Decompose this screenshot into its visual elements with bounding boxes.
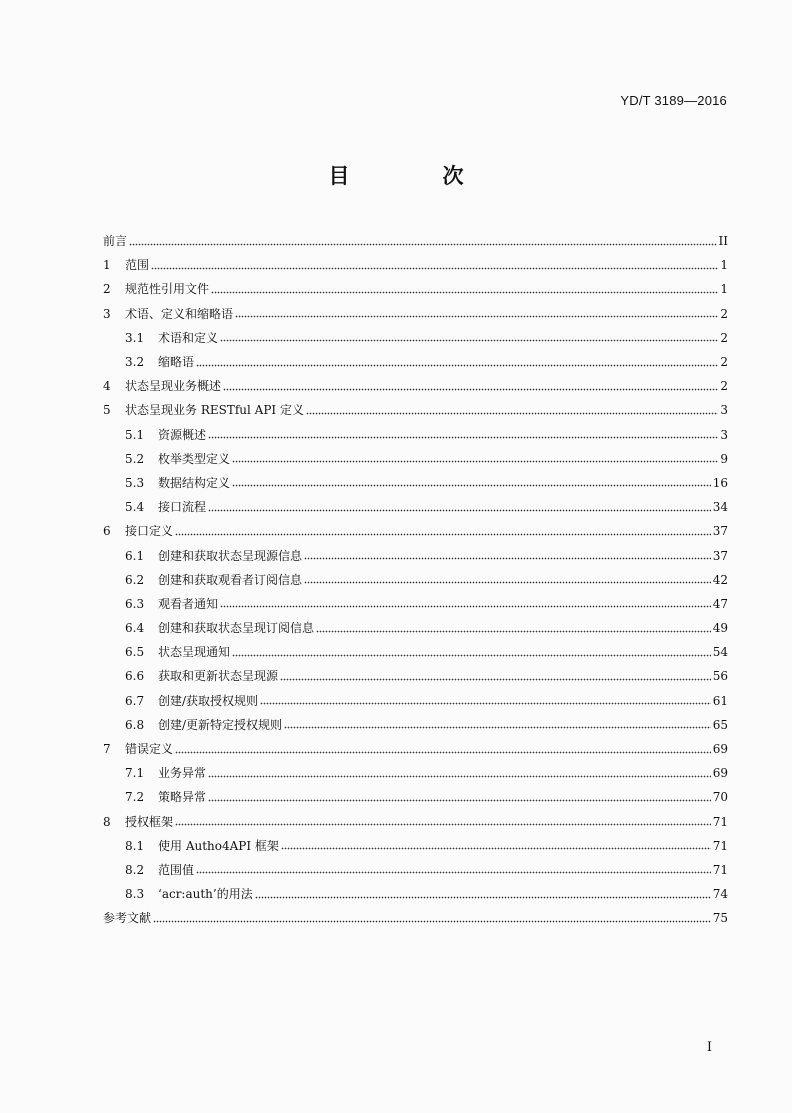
dot-leader: [232, 478, 711, 487]
toc-entry-label: 规范性引用文件: [125, 282, 210, 297]
dot-leader: [175, 745, 711, 754]
toc-entry[interactable]: [103, 326, 728, 350]
toc-entry-label: 范围值: [158, 862, 195, 877]
toc-entry[interactable]: [103, 374, 728, 398]
dot-leader: [196, 358, 718, 367]
toc-entry-label: ‘acr:auth’的用法: [158, 887, 253, 902]
toc-entry-page: 16: [712, 475, 728, 490]
toc-entry[interactable]: [103, 302, 728, 326]
toc-entry[interactable]: [103, 495, 728, 519]
toc-entry-label: 术语、定义和缩略语: [125, 306, 234, 321]
toc-entry-page: 71: [712, 814, 728, 829]
toc-entry-label: 数据结构定义: [158, 475, 231, 490]
toc-entry[interactable]: [103, 543, 728, 567]
toc-entry-label: 业务异常: [158, 766, 207, 781]
toc-entry-label: 术语和定义: [158, 330, 219, 345]
toc-entry-number: 8: [103, 814, 111, 829]
toc-entry-label: 参考文献: [103, 911, 152, 926]
toc-entry-label: 创建和获取观看者订阅信息: [158, 572, 303, 587]
toc-entry-label: 接口定义: [125, 524, 174, 539]
dot-leader: [220, 599, 711, 608]
dot-leader: [220, 333, 718, 342]
toc-entry[interactable]: [103, 568, 728, 592]
toc-entry[interactable]: [103, 906, 728, 930]
toc-entry[interactable]: [103, 810, 728, 834]
page-number: I: [706, 1040, 712, 1055]
toc-entry-number: 6: [103, 524, 111, 539]
toc-entry-page: 74: [712, 887, 728, 902]
page-title: 目 次: [328, 164, 500, 188]
dot-leader: [175, 527, 711, 536]
toc-entry-page: 2: [720, 355, 728, 370]
toc-entry-number: 6.8: [125, 717, 145, 732]
toc-entry[interactable]: [103, 398, 728, 422]
toc-entry-label: 策略异常: [158, 790, 207, 805]
toc-entry[interactable]: [103, 229, 728, 253]
toc-entry-number: 2: [103, 282, 111, 297]
toc-entry-number: 3: [103, 306, 111, 321]
toc-entry-page: 2: [720, 306, 728, 321]
toc-entry-page: 34: [712, 500, 728, 515]
toc-entry-page: 69: [712, 766, 728, 781]
toc-entry-label: 接口流程: [158, 500, 207, 515]
dot-leader: [153, 914, 711, 923]
dot-leader: [208, 793, 711, 802]
toc-entry-number: 7.1: [125, 766, 145, 781]
toc-entry-number: 6.5: [125, 645, 145, 660]
toc-entry-page: 2: [720, 330, 728, 345]
dot-leader: [232, 454, 718, 463]
toc-entry[interactable]: [103, 277, 728, 301]
toc-entry-label: 资源概述: [158, 427, 207, 442]
dot-leader: [284, 720, 711, 729]
toc-entry-label: 观看者通知: [158, 596, 219, 611]
toc-entry-number: 6.6: [125, 669, 145, 684]
toc-entry[interactable]: [103, 785, 728, 809]
toc-entry[interactable]: [103, 640, 728, 664]
toc-entry-number: 6.7: [125, 693, 145, 708]
toc-entry-number: 7.2: [125, 790, 145, 805]
toc-entry-label: 前言: [103, 234, 128, 249]
dot-leader: [208, 769, 711, 778]
dot-leader: [223, 382, 718, 391]
dot-leader: [280, 672, 711, 681]
toc-entry-page: 3: [720, 427, 728, 442]
toc-entry-number: 8.2: [125, 862, 145, 877]
dot-leader: [304, 575, 711, 584]
toc-entry-label: 状态呈现业务 RESTful API 定义: [125, 403, 304, 418]
toc-entry-number: 5: [103, 403, 111, 418]
toc-entry[interactable]: [103, 350, 728, 374]
toc-entry-number: 5.3: [125, 475, 145, 490]
toc-entry-label: 范围: [125, 258, 150, 273]
toc-entry[interactable]: [103, 253, 728, 277]
toc-entry[interactable]: [103, 664, 728, 688]
dot-leader: [232, 648, 711, 657]
toc-entry-page: 61: [712, 693, 728, 708]
toc-entry[interactable]: [103, 882, 728, 906]
dot-leader: [208, 430, 718, 439]
toc-entry[interactable]: [103, 519, 728, 543]
toc-entry-number: 4: [103, 379, 111, 394]
toc-entry-label: 使用 Autho4API 框架: [158, 838, 279, 853]
toc-entry-page: 2: [720, 379, 728, 394]
dot-leader: [281, 841, 711, 850]
dot-leader: [304, 551, 711, 560]
toc-entry-number: 3.2: [125, 355, 145, 370]
toc-entry[interactable]: [103, 592, 728, 616]
toc-entry-page: 65: [712, 717, 728, 732]
toc-entry-number: 8.3: [125, 887, 145, 902]
dot-leader: [211, 285, 718, 294]
toc-entry[interactable]: [103, 761, 728, 785]
toc-entry[interactable]: [103, 616, 728, 640]
toc-entry-page: 42: [712, 572, 728, 587]
toc-entry-label: 创建/更新特定授权规则: [158, 717, 283, 732]
toc-entry[interactable]: [103, 447, 728, 471]
toc-entry-number: 6.1: [125, 548, 145, 563]
toc-entry-label: 状态呈现通知: [158, 645, 231, 660]
toc-entry-page: 47: [712, 596, 728, 611]
toc-entry-page: 49: [712, 621, 728, 636]
toc-entry-label: 错误定义: [125, 742, 174, 757]
table-of-contents: [103, 229, 728, 930]
dot-leader: [151, 261, 718, 270]
toc-entry-number: 5.2: [125, 451, 145, 466]
toc-entry-page: 9: [720, 451, 728, 466]
toc-entry-label: 获取和更新状态呈现源: [158, 669, 279, 684]
dot-leader: [196, 865, 711, 874]
toc-entry-number: 5.4: [125, 500, 145, 515]
toc-entry-page: 75: [712, 911, 728, 926]
toc-entry[interactable]: [103, 471, 728, 495]
dot-leader: [208, 503, 711, 512]
toc-entry-page: 1: [720, 282, 728, 297]
toc-entry-label: 枚举类型定义: [158, 451, 231, 466]
toc-entry[interactable]: [103, 423, 728, 447]
toc-entry-number: 3.1: [125, 330, 145, 345]
toc-entry-number: 6.2: [125, 572, 145, 587]
dot-leader: [235, 309, 718, 318]
toc-entry-page: II: [718, 234, 728, 249]
toc-entry[interactable]: [103, 737, 728, 761]
toc-entry-label: 创建和获取状态呈现订阅信息: [158, 621, 315, 636]
dot-leader: [306, 406, 718, 415]
toc-entry-number: 6.4: [125, 621, 145, 636]
toc-entry-page: 69: [712, 742, 728, 757]
toc-entry-number: 5.1: [125, 427, 145, 442]
toc-entry[interactable]: [103, 689, 728, 713]
toc-entry[interactable]: [103, 713, 728, 737]
toc-entry[interactable]: [103, 834, 728, 858]
toc-entry-page: 71: [712, 838, 728, 853]
toc-entry-page: 37: [712, 548, 728, 563]
toc-entry-label: 状态呈现业务概述: [125, 379, 222, 394]
dot-leader: [175, 817, 711, 826]
dot-leader: [260, 696, 711, 705]
toc-entry-number: 8.1: [125, 838, 145, 853]
toc-entry-label: 缩略语: [158, 355, 195, 370]
toc-entry-page: 54: [712, 645, 728, 660]
dot-leader: [316, 624, 711, 633]
toc-entry-label: 创建/获取授权规则: [158, 693, 259, 708]
toc-entry-label: 创建和获取状态呈现源信息: [158, 548, 303, 563]
toc-entry-page: 56: [712, 669, 728, 684]
standard-code: YD/T 3189—2016: [620, 93, 727, 108]
toc-entry-number: 1: [103, 258, 111, 273]
toc-entry[interactable]: [103, 858, 728, 882]
dot-leader: [255, 890, 711, 899]
toc-entry-page: 1: [720, 258, 728, 273]
toc-entry-label: 授权框架: [125, 814, 174, 829]
toc-entry-page: 70: [712, 790, 728, 805]
toc-entry-page: 71: [712, 862, 728, 877]
toc-entry-page: 3: [720, 403, 728, 418]
toc-entry-number: 6.3: [125, 596, 145, 611]
dot-leader: [129, 237, 717, 246]
toc-entry-page: 37: [712, 524, 728, 539]
toc-entry-number: 7: [103, 742, 111, 757]
